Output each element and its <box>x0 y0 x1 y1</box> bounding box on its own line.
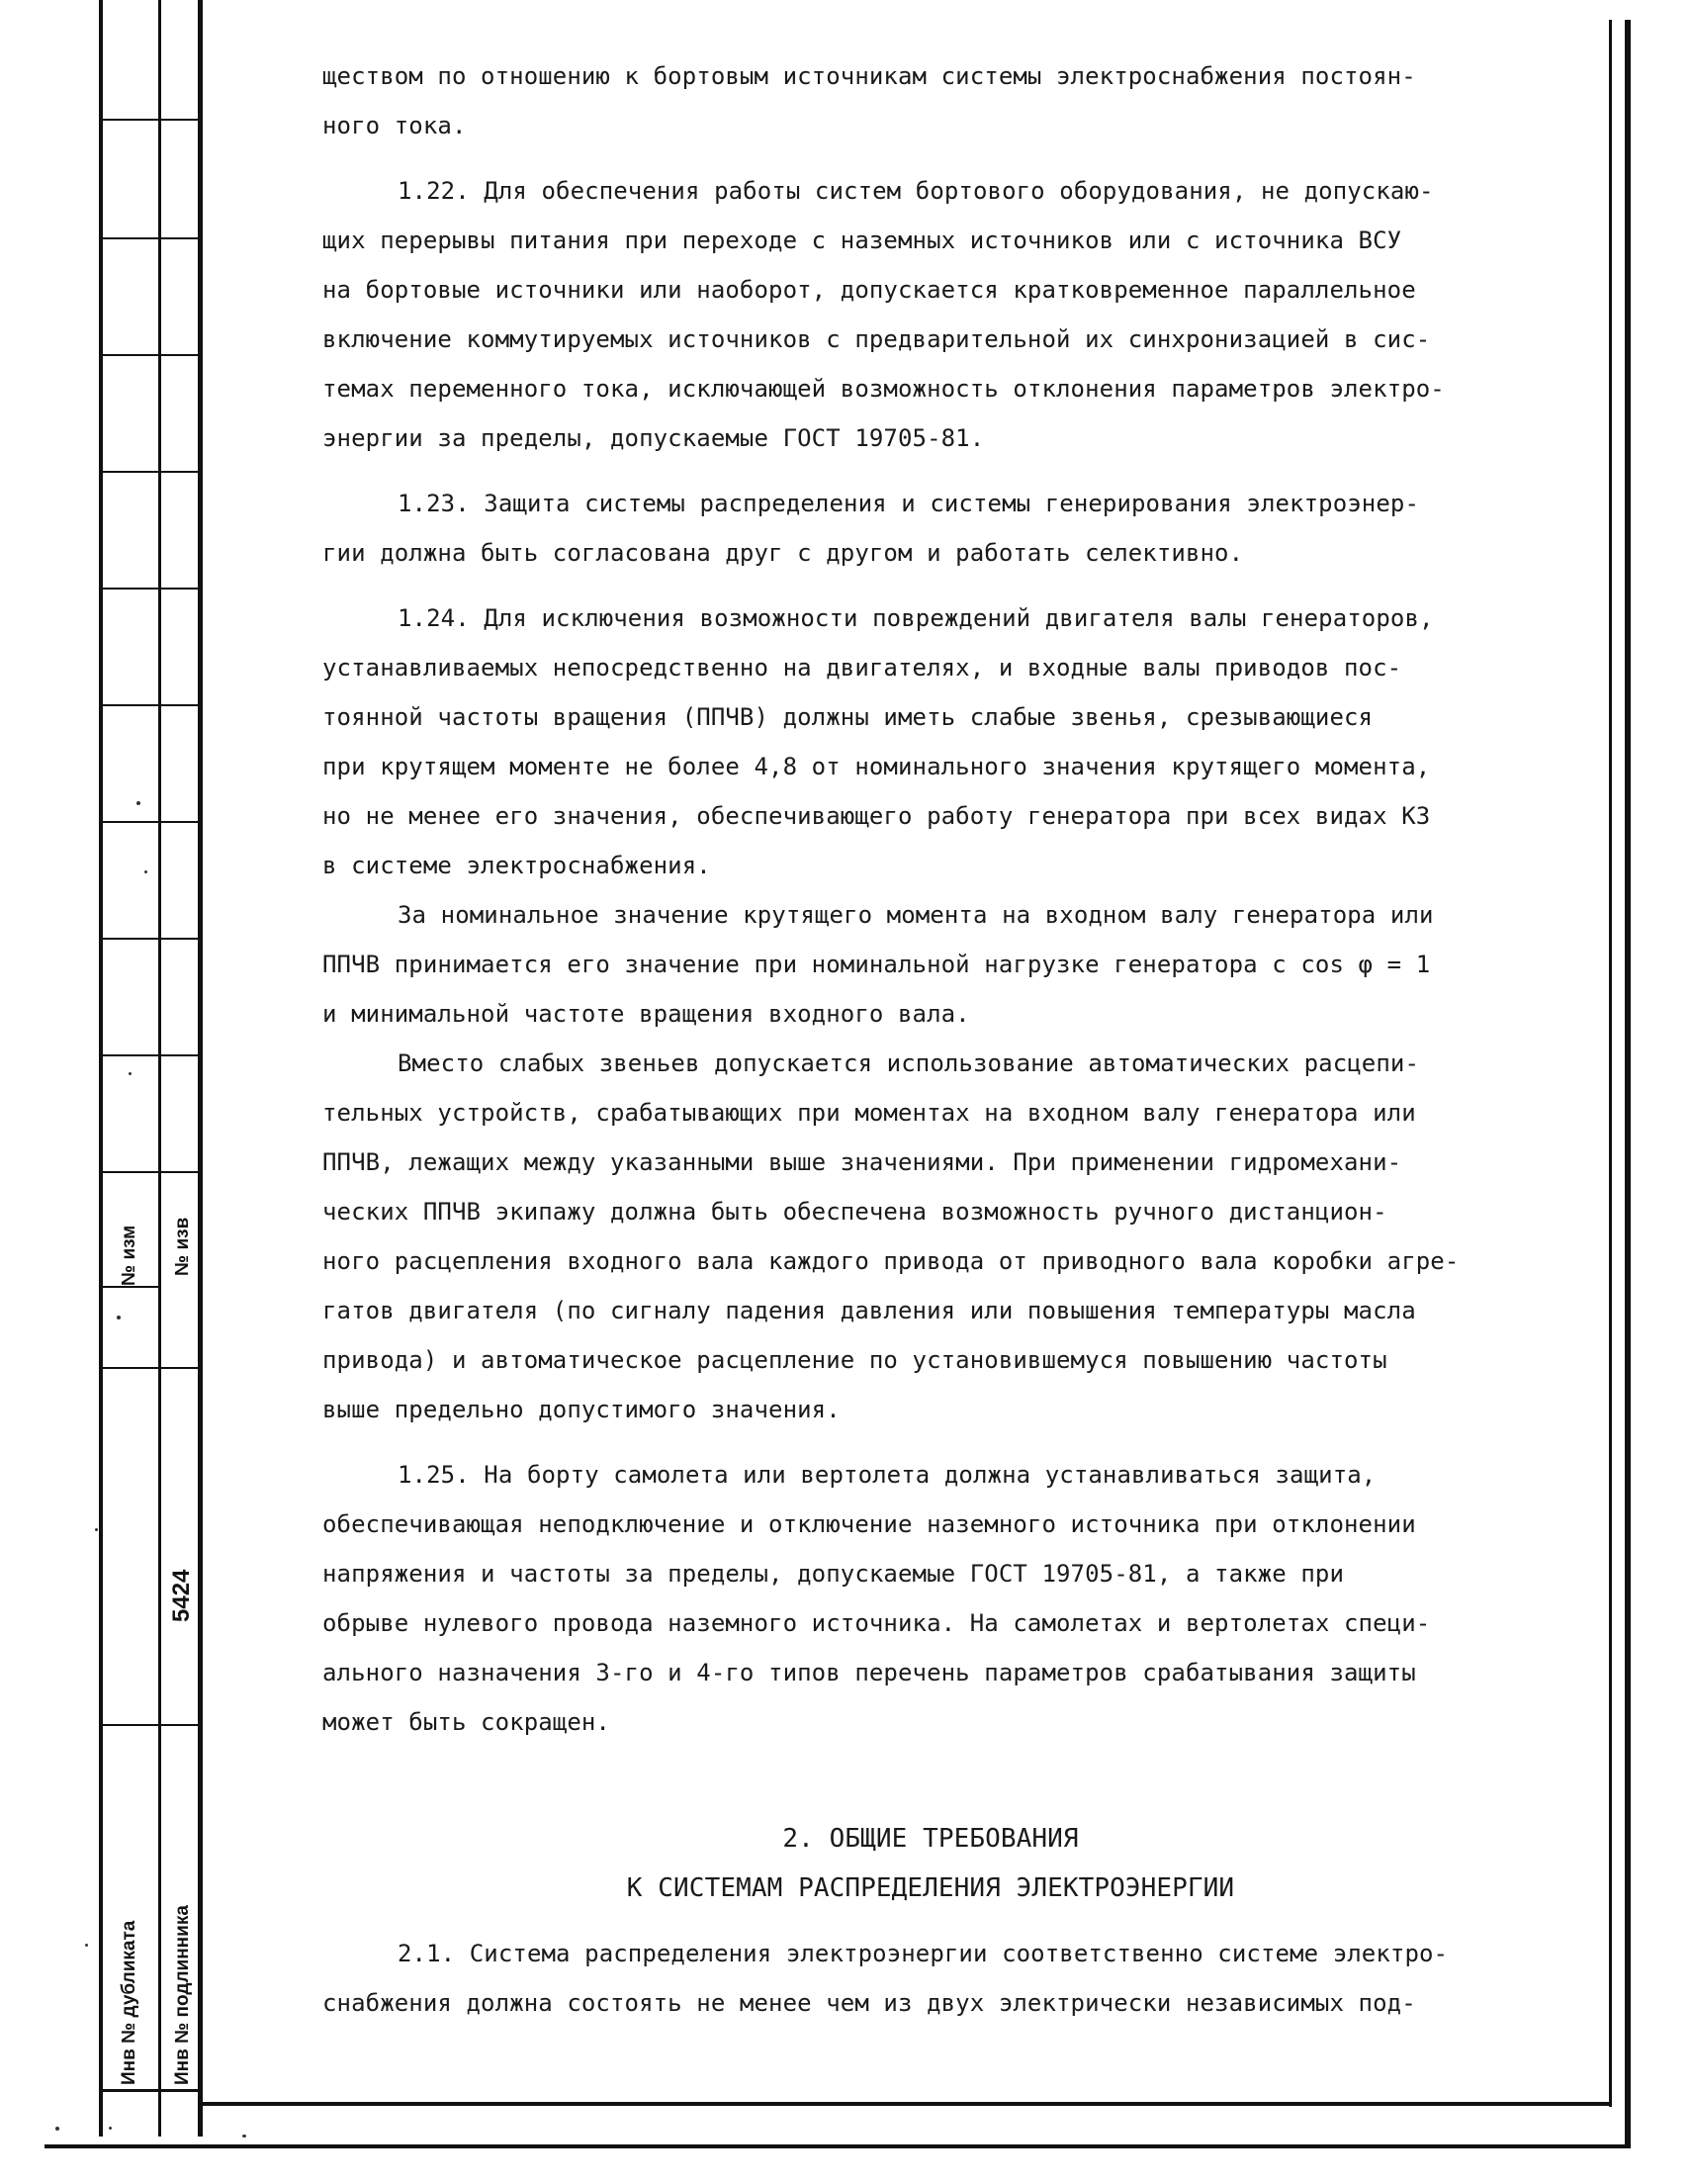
paragraph-1-24 <box>322 593 1539 890</box>
scan-speck <box>55 2127 59 2131</box>
text-line: снабжения должна состоять не менее чем из двух электрически независимых под- <box>322 1989 1416 2017</box>
sidebar-row-separator <box>99 821 203 823</box>
section-heading <box>322 1814 1539 1913</box>
text-line: может быть сокращен. <box>322 1708 610 1736</box>
text-line: 1.24. Для исключения возможности повреждений двигателя валы генераторов, <box>398 604 1434 632</box>
frame-left-middle-line <box>158 0 161 2137</box>
text-line: щих перерывы питания при переходе с наземных источников или с источника ВСУ <box>322 227 1402 254</box>
section-title-line: 2. ОБЩИЕ ТРЕБОВАНИЯ <box>782 1824 1079 1854</box>
text-line: устанавливаемых непосредственно на двигателях, и входные валы приводов пос- <box>322 654 1402 682</box>
text-line: 1.22. Для обеспечения работы систем бортового оборудования, не допускаю- <box>398 177 1434 205</box>
scan-speck <box>242 2135 246 2138</box>
scan-speck <box>129 1072 132 1075</box>
text-line: ППЧВ, лежащих между указанными выше значениями. При применении гидромехани- <box>322 1148 1402 1176</box>
paragraph-1-25 <box>322 1450 1539 1747</box>
text-line: ществом по отношению к бортовым источникам системы электроснабжения постоян- <box>322 62 1416 90</box>
text-line: гатов двигателя (по сигналу падения давления или повышения температуры масла <box>322 1297 1416 1324</box>
scan-speck <box>109 2127 112 2130</box>
text-line: 1.23. Защита системы распределения и системы генерирования электроэнер- <box>398 490 1419 517</box>
sidebar-row-separator <box>99 119 203 121</box>
text-line: привода) и автоматическое расцепление по установившемуся повышению частоты <box>322 1346 1387 1374</box>
sidebar-row-separator <box>99 1054 203 1056</box>
paragraph-1-24-nominal <box>322 890 1539 1039</box>
text-line: в системе электроснабжения. <box>322 852 711 879</box>
text-line: ческих ППЧВ экипажу должна быть обеспечена возможность ручного дистанцион- <box>322 1198 1387 1226</box>
sidebar-row-separator <box>99 1286 158 1288</box>
text-line: ППЧВ принимается его значение при номинальной нагрузке генератора с cos φ = 1 <box>322 951 1431 978</box>
text-line: ного тока. <box>322 112 467 139</box>
text-line: гии должна быть согласована друг с другом и работать селективно. <box>322 539 1244 567</box>
document-body <box>322 51 1539 2028</box>
text-line: тельных устройств, срабатывающих при моментах на входном валу генератора или <box>322 1099 1416 1127</box>
scan-speck <box>117 1316 121 1320</box>
paragraph-continuation <box>322 51 1539 150</box>
text-line: энергии за пределы, допускаемые ГОСТ 19705-81. <box>322 424 985 452</box>
text-line: темах переменного тока, исключающей возможность отклонения параметров электро- <box>322 375 1445 403</box>
sidebar-row-separator <box>99 938 203 940</box>
sidebar-row-separator <box>99 1724 203 1726</box>
text-line: на бортовые источники или наоборот, допускается кратковременное параллельное <box>322 276 1416 304</box>
sidebar-izv-label: № изв <box>172 1217 193 1276</box>
frame-strip-bottom-line <box>99 2089 203 2092</box>
frame-left-outer-line <box>99 0 103 2137</box>
frame-left-inner-line <box>198 0 203 2137</box>
scan-speck <box>85 1944 88 1947</box>
scan-speck <box>136 801 140 805</box>
text-line: тоянной частоты вращения (ППЧВ) должны иметь слабые звенья, срезывающиеся <box>322 703 1374 731</box>
sidebar-duplicate-label: Инв № дубликата <box>119 1920 139 2085</box>
text-line: при крутящем моменте не более 4,8 от номинального значения крутящего момента, <box>322 753 1431 780</box>
sidebar-row-separator <box>99 1367 203 1369</box>
text-line: напряжения и частоты за пределы, допускаемые ГОСТ 19705-81, а также при <box>322 1560 1344 1588</box>
sidebar-original-label: Инв № подлинника <box>172 1905 193 2085</box>
sidebar-row-separator <box>99 237 203 239</box>
sidebar-row-separator <box>99 588 203 590</box>
text-line: Вместо слабых звеньев допускается использование автоматических расцепи- <box>398 1049 1419 1077</box>
text-line: выше предельно допустимого значения. <box>322 1396 841 1423</box>
text-line: включение коммутируемых источников с предварительной их синхронизацией в сис- <box>322 325 1431 353</box>
sidebar-row-separator <box>99 354 203 356</box>
text-line: За номинальное значение крутящего момента на входном валу генератора или <box>398 901 1434 929</box>
text-line: и минимальной частоте вращения входного вала. <box>322 1000 970 1028</box>
sidebar-row-separator <box>99 471 203 473</box>
text-line: обеспечивающая неподключение и отключение наземного источника при отклонении <box>322 1510 1416 1538</box>
sidebar-document-number: 5424 <box>168 1569 195 1622</box>
text-line: ного расцепления входного вала каждого привода от приводного вала коробки агре- <box>322 1247 1460 1275</box>
frame-bottom-outer-line <box>45 2144 1631 2148</box>
paragraph-1-24-alternative <box>322 1039 1539 1434</box>
frame-right-inner-line <box>1609 20 1612 2107</box>
paragraph-2-1 <box>322 1929 1539 2028</box>
sidebar-izm-label: № изм <box>119 1225 139 1286</box>
paragraph-1-22 <box>322 166 1539 463</box>
scan-speck <box>144 870 147 873</box>
text-line: 1.25. На борту самолета или вертолета должна устанавливаться защита, <box>398 1461 1377 1489</box>
text-line: ального назначения 3-го и 4-го типов перечень параметров срабатывания защиты <box>322 1659 1416 1686</box>
frame-bottom-inner-line <box>198 2102 1612 2106</box>
paragraph-1-23 <box>322 479 1539 578</box>
sidebar-row-separator <box>99 1171 203 1173</box>
sidebar-row-separator <box>99 704 203 706</box>
scan-speck <box>95 1528 98 1531</box>
section-title-line: К СИСТЕМАМ РАСПРЕДЕЛЕНИЯ ЭЛЕКТРОЭНЕРГИИ <box>626 1873 1235 1903</box>
text-line: обрыве нулевого провода наземного источника. На самолетах и вертолетах специ- <box>322 1609 1431 1637</box>
frame-right-outer-line <box>1625 20 1631 2146</box>
text-line: но не менее его значения, обеспечивающего работу генератора при всех видах КЗ <box>322 802 1431 830</box>
text-line: 2.1. Система распределения электроэнергии соответственно системе электро- <box>398 1940 1449 1967</box>
